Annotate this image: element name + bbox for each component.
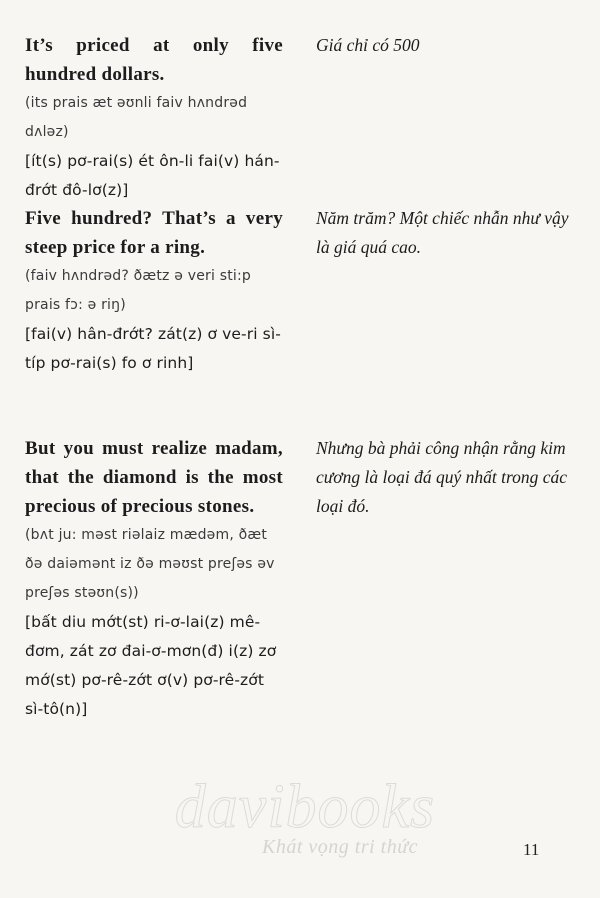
entry-3-translation <box>316 434 576 521</box>
english-sentence: But you must realize madam, that the diamond is the most precious of precious stones. <box>25 438 283 517</box>
ipa-transcription: (faiv hʌndrəd? ðætz ə veri sti:p prais fɔ: ə riŋ) <box>25 268 251 313</box>
vietnamese-pronunciation: [bất diu mớt(st) ri-ơ-lai(z) mê-đơm, zát zơ đai-ơ-mơn(đ) i(z) zơ mớ(st) pơ-rê-zớt ơ(v) pơ-rê-zớt sì-tô(n)] <box>25 613 277 718</box>
ipa-transcription: (its prais æt əʊnli faiv hʌndrəd dʌləz) <box>25 95 248 140</box>
entry-2-translation <box>316 204 576 262</box>
vietnamese-pronunciation: [fai(v) hân-đrớt? zát(z) ơ ve-ri sì-típ pơ-rai(s) fo ơ rinh] <box>25 325 281 372</box>
watermark-brand: davibooks <box>174 773 436 841</box>
english-sentence: Five hundred? That’s a very steep price for a ring. <box>25 208 283 258</box>
vietnamese-translation: Năm trăm? Một chiếc nhẫn như vậy là giá quá cao. <box>316 208 569 257</box>
entry-3-source <box>25 434 283 724</box>
entry-1-source <box>25 31 283 205</box>
vietnamese-translation: Giá chỉ có 500 <box>316 35 420 55</box>
publisher-watermark <box>155 772 455 859</box>
entry-1-translation <box>316 31 576 60</box>
watermark-slogan: Khát vọng tri thức <box>261 836 418 858</box>
vietnamese-pronunciation: [ít(s) pơ-rai(s) ét ôn-li fai(v) hán-đrớt đô-lơ(z)] <box>25 152 280 199</box>
ipa-transcription: (bʌt ju: məst riəlaiz mædəm, ðæt ðə daiəmənt iz ðə məʊst preʃəs əv preʃəs stəʊn(s)) <box>25 527 275 601</box>
entry-2-source <box>25 204 283 378</box>
english-sentence: It’s priced at only five hundred dollars. <box>25 35 283 85</box>
vietnamese-translation: Nhưng bà phải công nhận rằng kim cương là loại đá quý nhất trong các loại đó. <box>316 438 568 516</box>
page-number: 11 <box>523 840 540 859</box>
